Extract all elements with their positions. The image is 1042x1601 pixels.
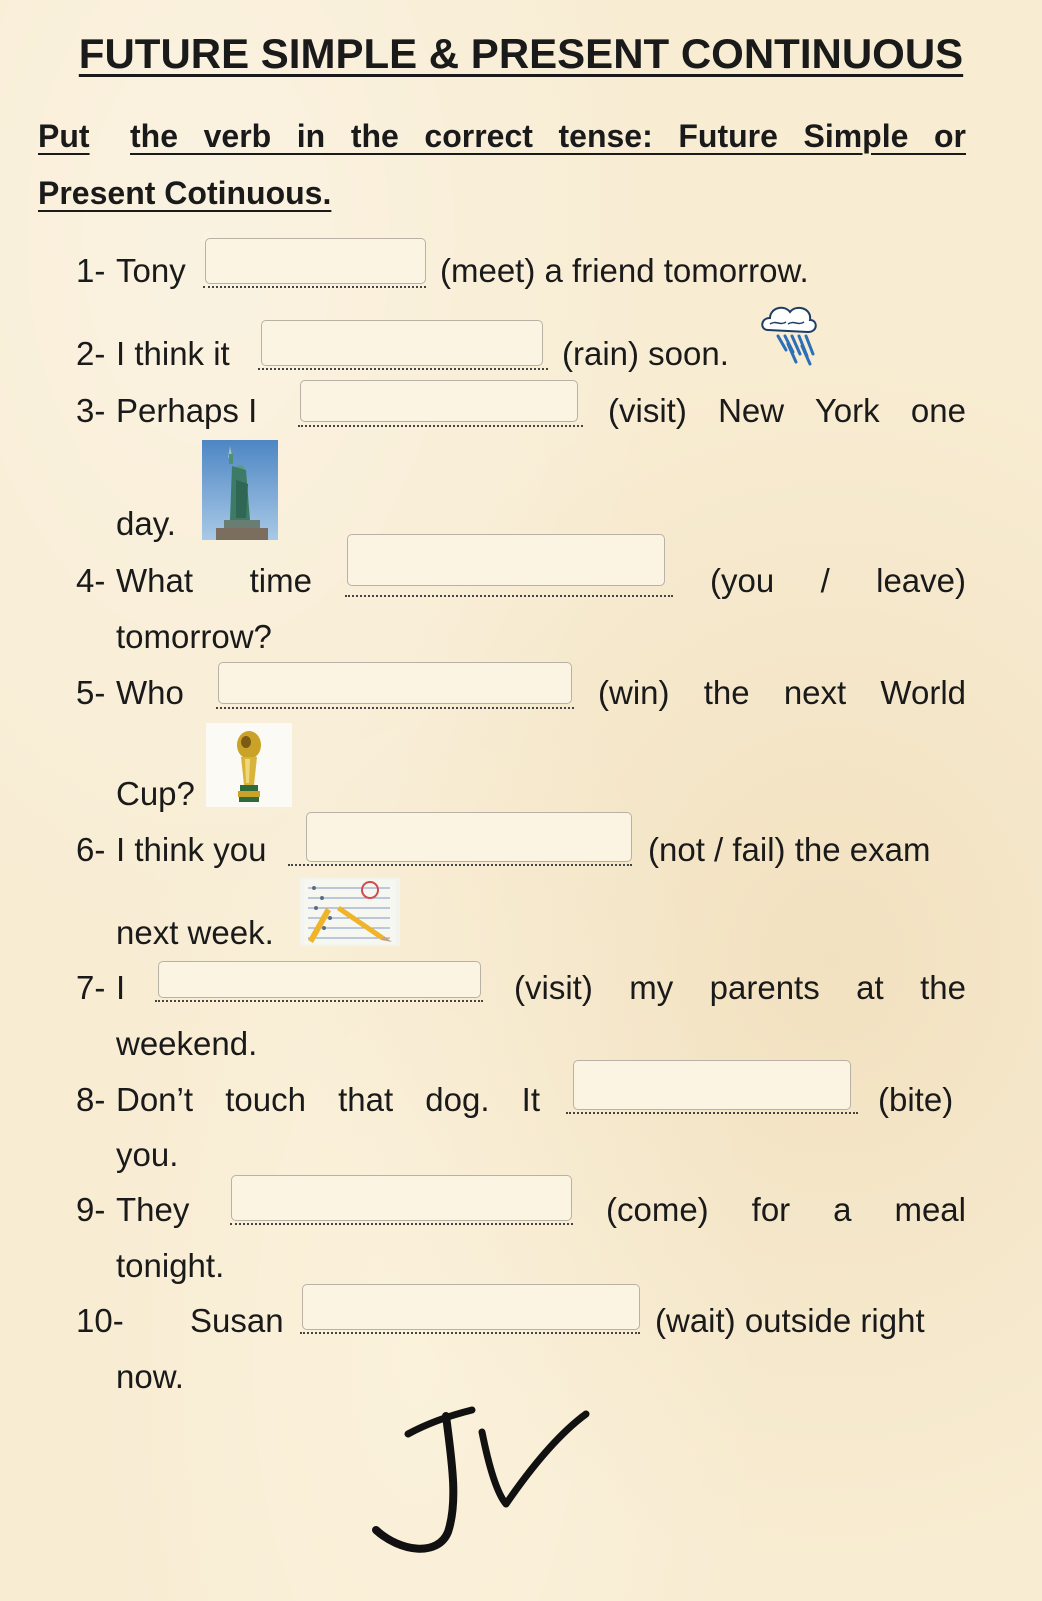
item-9-text-after: (come) for a meal xyxy=(606,1191,966,1228)
item-9-text-before: They xyxy=(116,1191,190,1228)
item-5-answer-box[interactable] xyxy=(218,662,572,704)
item-7-dotted-line xyxy=(155,1000,483,1002)
item-3-text-before: Perhaps I xyxy=(116,392,258,429)
item-6-text-continued: next week. xyxy=(116,914,274,951)
item-5-text-continued: Cup? xyxy=(116,775,195,812)
item-4-text-after: (you / leave) xyxy=(710,562,966,599)
item-6-dotted-line xyxy=(288,864,632,866)
item-1-text-after: (meet) a friend tomorrow. xyxy=(440,252,809,289)
item-7-answer-box[interactable] xyxy=(158,961,481,998)
item-4-text-continued: tomorrow? xyxy=(116,618,272,655)
item-9-answer-box[interactable] xyxy=(231,1175,572,1221)
item-6-number: 6- xyxy=(76,831,106,868)
item-8-dotted-line xyxy=(566,1112,858,1114)
item-5-dotted-line xyxy=(216,707,574,709)
item-2-number: 2- xyxy=(76,335,106,372)
item-7-text-continued: weekend. xyxy=(116,1025,258,1062)
item-4-dotted-line xyxy=(345,595,673,597)
item-4-number: 4- xyxy=(76,562,106,599)
item-7-text-before: I xyxy=(116,969,126,1006)
item-5-text-before: Who xyxy=(116,674,184,711)
item-8-number: 8- xyxy=(76,1081,106,1118)
item-6-text-after: (not / fail) the exam xyxy=(648,831,931,868)
item-3-number: 3- xyxy=(76,392,106,429)
instruction-line-2: Present Cotinuous. xyxy=(38,175,332,211)
item-7-text-after: (visit) my parents at the xyxy=(514,969,966,1006)
item-8-text-continued: you. xyxy=(116,1136,179,1173)
item-3-answer-box[interactable] xyxy=(300,380,578,422)
item-5-text-after: (win) the next World xyxy=(598,674,966,711)
item-10-number: 10- xyxy=(76,1302,124,1339)
statue-of-liberty-photo xyxy=(202,440,278,540)
item-8-text-before: Don’t touch that dog. It xyxy=(116,1081,540,1118)
item-2-text-after: (rain) soon. xyxy=(562,335,729,372)
rain-cloud-icon xyxy=(758,300,820,368)
item-8-text-after: (bite) xyxy=(878,1081,954,1118)
item-9-text-continued: tonight. xyxy=(116,1247,225,1284)
exam-paper-pencils-icon xyxy=(300,878,400,946)
item-10-dotted-line xyxy=(300,1332,640,1334)
item-2-answer-box[interactable] xyxy=(261,320,543,366)
item-3-text-after: (visit) New York one xyxy=(608,392,966,429)
world-cup-trophy-icon xyxy=(206,723,292,807)
item-7-number: 7- xyxy=(76,969,106,1006)
item-1-number: 1- xyxy=(76,252,106,289)
item-1-answer-box[interactable] xyxy=(205,238,426,284)
item-2-text-before: I think it xyxy=(116,335,230,372)
item-1-text-before: Tony xyxy=(116,252,186,289)
item-10-text-before: Susan xyxy=(190,1302,284,1339)
item-1-dotted-line xyxy=(203,286,426,288)
signature-jv xyxy=(360,1392,600,1562)
item-2-dotted-line xyxy=(258,368,548,370)
item-5-number: 5- xyxy=(76,674,106,711)
worksheet-title: FUTURE SIMPLE & PRESENT CONTINUOUS xyxy=(78,30,964,77)
item-4-answer-box[interactable] xyxy=(347,534,665,586)
item-6-answer-box[interactable] xyxy=(306,812,632,862)
item-6-text-before: I think you xyxy=(116,831,267,868)
item-9-number: 9- xyxy=(76,1191,106,1228)
instruction-line-1: the verb in the correct tense: Future Simple or xyxy=(130,118,966,154)
item-8-answer-box[interactable] xyxy=(573,1060,851,1110)
instruction-word-put: Put xyxy=(38,118,90,154)
item-3-dotted-line xyxy=(298,425,583,427)
item-3-text-continued: day. xyxy=(116,505,176,542)
item-10-text-continued: now. xyxy=(116,1358,184,1395)
item-10-answer-box[interactable] xyxy=(302,1284,640,1330)
item-4-text-before: What time xyxy=(116,562,312,599)
item-9-dotted-line xyxy=(230,1223,573,1225)
item-10-text-after: (wait) outside right xyxy=(655,1302,925,1339)
